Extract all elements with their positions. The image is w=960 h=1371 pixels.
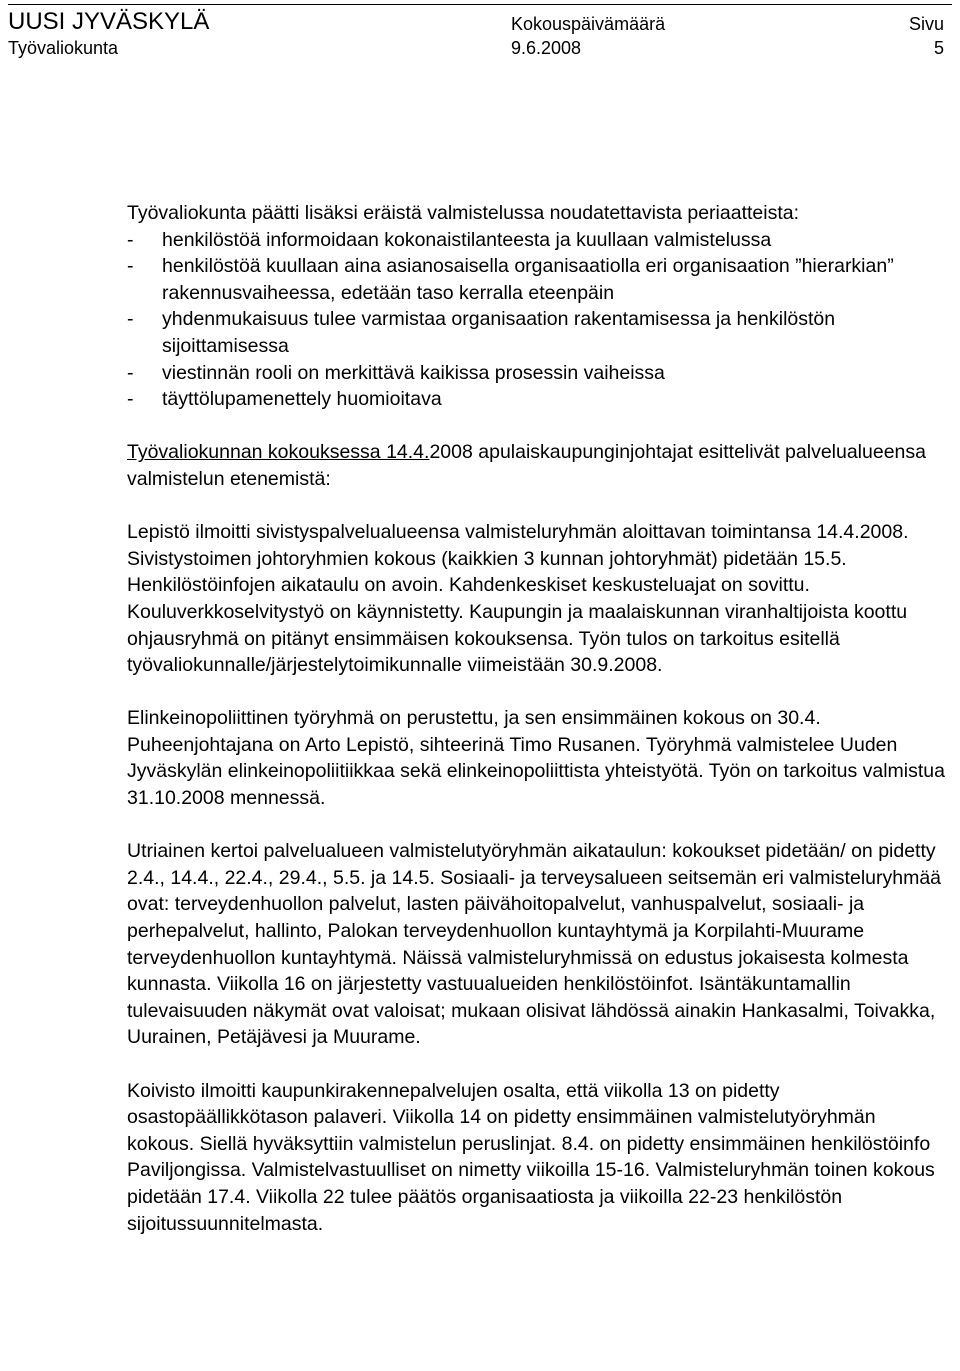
meeting-reference-paragraph [127, 439, 947, 492]
page-header [8, 4, 952, 56]
dash-bullet: - [127, 388, 134, 411]
meeting-reference-text: 2008 apulaiskaupunginjohtajat esittelivät palvelualueensa valmistelun etenemistä: [127, 441, 926, 490]
koivisto-report-paragraph: Koivisto ilmoitti kaupunkirakennepalvelujen osalta, että viikolla 13 on pidetty osastopäällikkötason palaveri. Viikolla 14 on pidetty ensimmäinen valmistelutyöryhmän kokous. Siellä hyväksyttiin valmistelun peruslinjat. 8.4. on pidetty ensimmäinen henkilöstöinfo Paviljongissa. Valmistelvastuulliset on nimetty viikoilla 15-16. Valmisteluryhmän toinen kokous pidetään 17.4. Viikolla 22 tulee päätös organisaatiosta ja viikoilla 22-23 henkilöstön sijoitussuunnitelmasta. [127, 1079, 935, 1235]
page-number-label: Sivu [908, 14, 944, 34]
list-item [127, 360, 947, 387]
page-number-value: 5 [933, 38, 944, 58]
list-item [127, 227, 947, 254]
lepisto-report-paragraph: Lepistö ilmoitti sivistyspalvelualueensa valmisteluryhmän aloittavan toimintansa 14.4.2008. Sivistystoimen johtoryhmien kokous (kaikkien 3 kunnan johtoryhmät) pidetään 15.5. Henkilöstöinfojen aikataulu on avoin. Kahdenkeskiset keskusteluajat on sovittu. Kouluverkkoselvitystyö on käynnistetty. Kaupungin ja maalaiskunnan viranhaltijoista koottu ohjausryhmä on pitänyt ensimmäisen kokouksensa. Työn tulos on tarkoitus esitellä työvaliokunnalle/järjestelytoimikunnalle viimeistään 30.9.2008. [127, 521, 909, 677]
list-item [127, 253, 947, 306]
list-item-text: henkilöstöä kuullaan aina asianosaisella organisaatiolla eri organisaation ”hierarkian” rakennusvaiheessa, edetään taso kerralla eteenpäin [162, 255, 894, 304]
list-item [127, 386, 947, 413]
utriainen-report-paragraph: Utriainen kertoi palvelualueen valmistelutyöryhmän aikataulun: kokoukset pidetään/ on pidetty 2.4., 14.4., 22.4., 29.4., 5.5. ja 14.5. Sosiaali- ja terveysalueen seitsemän eri valmisteluryhmää ovat: terveydenhuollon palvelut, lasten päivähoitopalvelut, vanhuspalvelut, sosiaali- ja perhepalvelut, hallinto, Palokan terveydenhuollon kuntayhtymä ja Korpilahti-Muurame terveydenhuollon kuntayhtymä. Näissä valmisteluryhmissä on edustus jokaisesta kolmesta kunnasta. Viikolla 16 on järjestetty vastuualueiden henkilöstöinfot. Isäntäkuntamallin tulevaisuuden näkymät ovat valoisat; mukaan olisivat lähdössä ainakin Hankasalmi, Toivakka, Uurainen, Petäjävesi ja Muurame. [127, 840, 942, 1049]
business-policy-paragraph: Elinkeinopoliittinen työryhmä on perustettu, ja sen ensimmäinen kokous on 30.4. Puheenjohtajana on Arto Lepistö, sihteerinä Timo Rusanen. Työryhmä valmistelee Uuden Jyväskylän elinkeinopoliitiikkaa sekä elinkeinopoliittista yhteistyötä. Työn on tarkoitus valmistua 31.10.2008 mennessä. [127, 707, 945, 810]
dash-bullet: - [127, 228, 134, 251]
document-body [127, 200, 947, 1237]
organization-name: UUSI JYVÄSKYLÄ [8, 8, 210, 35]
list-item-text: täyttölupamenettely huomioitava [162, 388, 442, 411]
meeting-date-value: 9.6.2008 [511, 38, 582, 58]
intro-paragraph: Työvaliokunta päätti lisäksi eräistä valmistelussa noudatettavista periaatteista: [127, 202, 800, 224]
dash-bullet: - [127, 255, 134, 278]
list-item-text: viestinnän rooli on merkittävä kaikissa prosessin vaiheissa [162, 361, 665, 384]
meeting-reference-heading: Työvaliokunnan kokouksessa 14.4. [127, 441, 430, 464]
meeting-date-label: Kokouspäivämäärä [511, 14, 666, 34]
dash-bullet: - [127, 308, 134, 331]
dash-bullet: - [127, 361, 134, 384]
list-item-text: henkilöstöä informoidaan kokonaistilanteesta ja kuullaan valmistelussa [162, 228, 772, 251]
principles-list [127, 227, 947, 413]
list-item-text: yhdenmukaisuus tulee varmistaa organisaation rakentamisessa ja henkilöstön sijoittamisessa [162, 308, 836, 357]
list-item [127, 306, 947, 359]
committee-name: Työvaliokunta [8, 38, 119, 58]
